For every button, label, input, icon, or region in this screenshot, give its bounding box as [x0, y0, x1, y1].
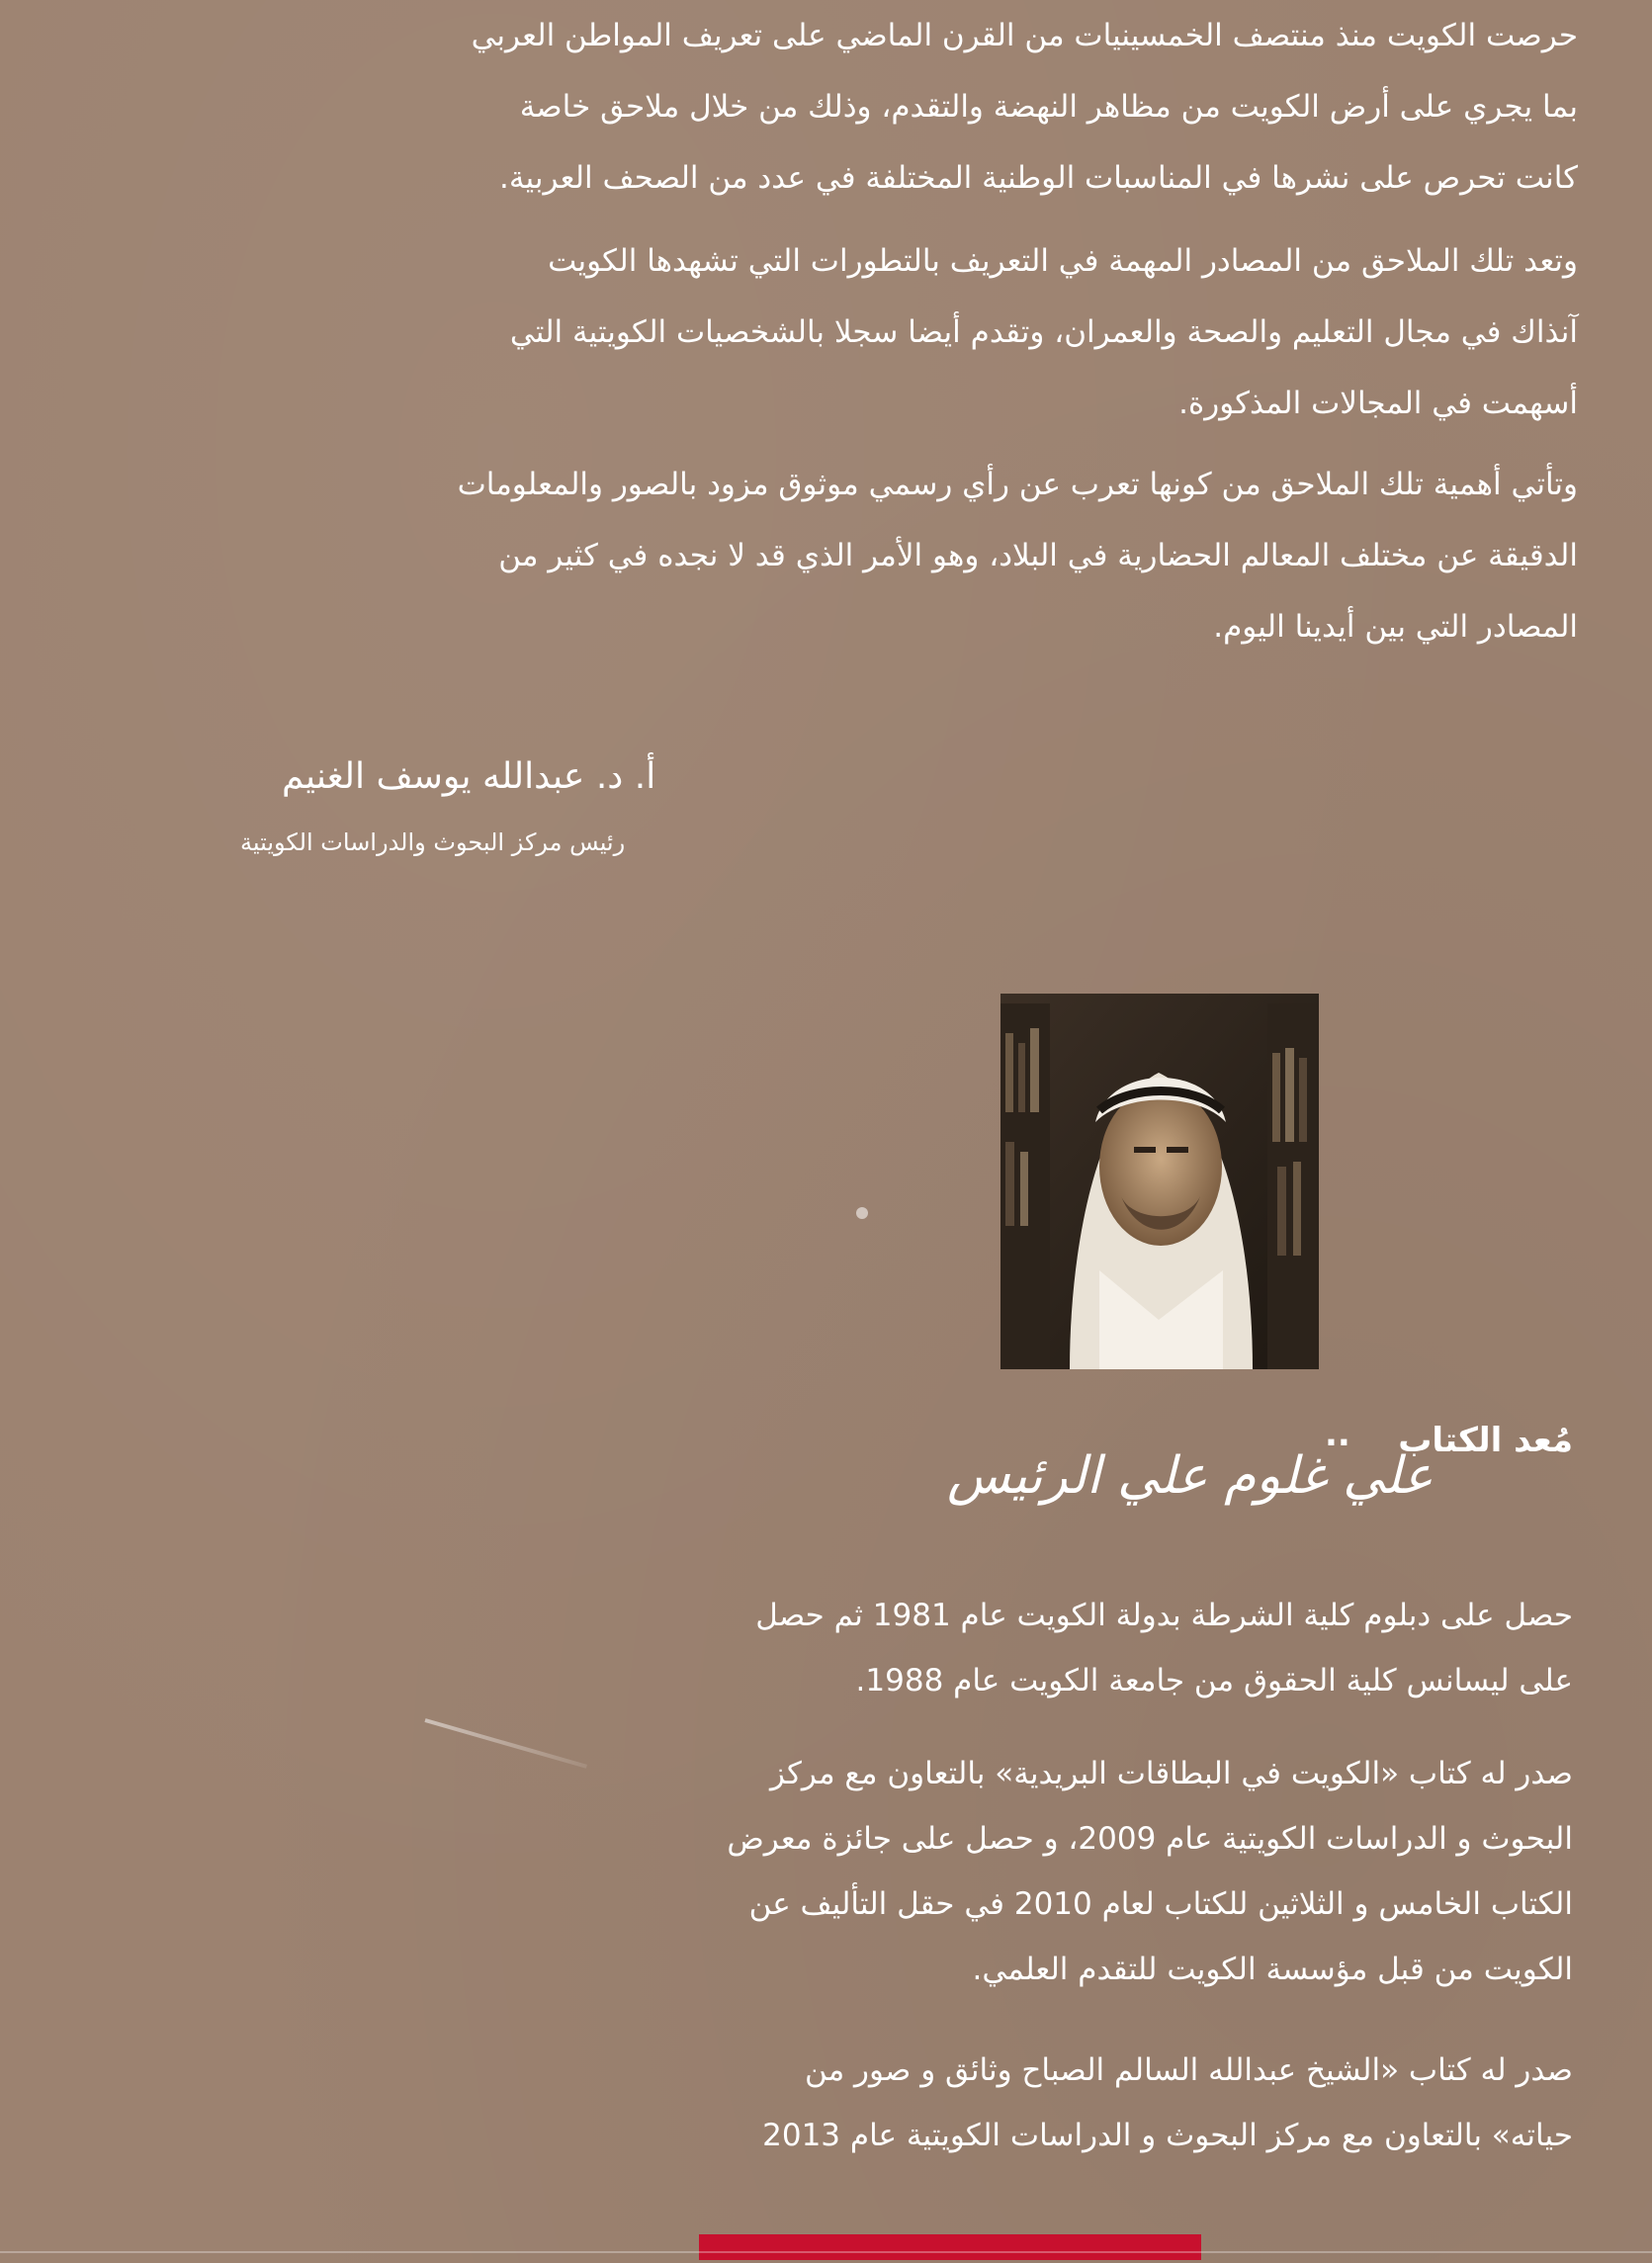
text-line: الكويت من قبل مؤسسة الكويت للتقدم العلمي.: [972, 1952, 1573, 1987]
accent-bar: [699, 2234, 1201, 2260]
text-line: كانت تحرص على نشرها في المناسبات الوطنية المختلفة في عدد من الصحف العربية.: [499, 160, 1578, 196]
text-line: وتعد تلك الملاحق من المصادر المهمة في التعريف بالتطورات التي تشهدها الكويت: [548, 243, 1578, 279]
intro-paragraph-1: [472, 0, 1578, 214]
intro-paragraph-3: [458, 449, 1578, 662]
scan-artifact: [424, 1718, 587, 1769]
intro-paragraph-2: [510, 225, 1578, 439]
text-line: بما يجري على أرض الكويت من مظاهر النهضة والتقدم، وذلك من خلال ملاحق خاصة: [519, 89, 1578, 125]
bio-paragraph-1: [755, 1583, 1573, 1713]
signature-title: رئيس مركز البحوث والدراسات الكويتية: [240, 828, 626, 856]
bio-paragraph-3: [762, 2038, 1573, 2168]
author-name-calligraphy: علي غلوم علي الرئيس: [947, 1446, 1434, 1506]
author-portrait: [1000, 994, 1319, 1369]
text-line: المصادر التي بين أيدينا اليوم.: [1213, 609, 1578, 645]
text-line: البحوث و الدراسات الكويتية عام 2009، و حصل على جائزة معرض: [727, 1821, 1573, 1857]
signature-name: أ. د. عبدالله يوسف الغنيم: [282, 756, 656, 797]
text-line: وتأتي أهمية تلك الملاحق من كونها تعرب عن رأي رسمي موثوق مزود بالصور والمعلومات: [457, 467, 1578, 502]
text-line: حصل على دبلوم كلية الشرطة بدولة الكويت عام 1981 ثم حصل: [755, 1598, 1573, 1633]
text-line: صدر له كتاب «الكويت في البطاقات البريدية» بالتعاون مع مركز: [770, 1756, 1573, 1791]
text-line: الكتاب الخامس و الثلاثين للكتاب لعام 2010 في حقل التأليف عن: [748, 1886, 1573, 1922]
bio-paragraph-2: [727, 1741, 1573, 2002]
text-line: الدقيقة عن مختلف المعالم الحضارية في البلاد، وهو الأمر الذي قد لا نجده في كثير من: [498, 538, 1578, 573]
text-line: صدر له كتاب «الشيخ عبدالله السالم الصباح وثائق و صور من: [804, 2052, 1573, 2088]
text-line: حياته» بالتعاون مع مركز البحوث و الدراسات الكويتية عام 2013: [762, 2118, 1573, 2153]
text-line: حرصت الكويت منذ منتصف الخمسينيات من القرن الماضي على تعريف المواطن العربي: [471, 18, 1578, 53]
text-line: أسهمت في المجالات المذكورة.: [1178, 386, 1578, 421]
text-line: على ليسانس كلية الحقوق من جامعة الكويت عام 1988.: [855, 1663, 1573, 1698]
bottom-rule: [0, 2251, 1652, 2253]
author-separator: ..: [1325, 1415, 1350, 1454]
text-line: آنذاك في مجال التعليم والصحة والعمران، وتقدم أيضا سجلا بالشخصيات الكويتية التي: [509, 314, 1578, 350]
author-label: مُعد الكتاب: [1398, 1421, 1573, 1460]
decorative-dot: [856, 1207, 868, 1219]
